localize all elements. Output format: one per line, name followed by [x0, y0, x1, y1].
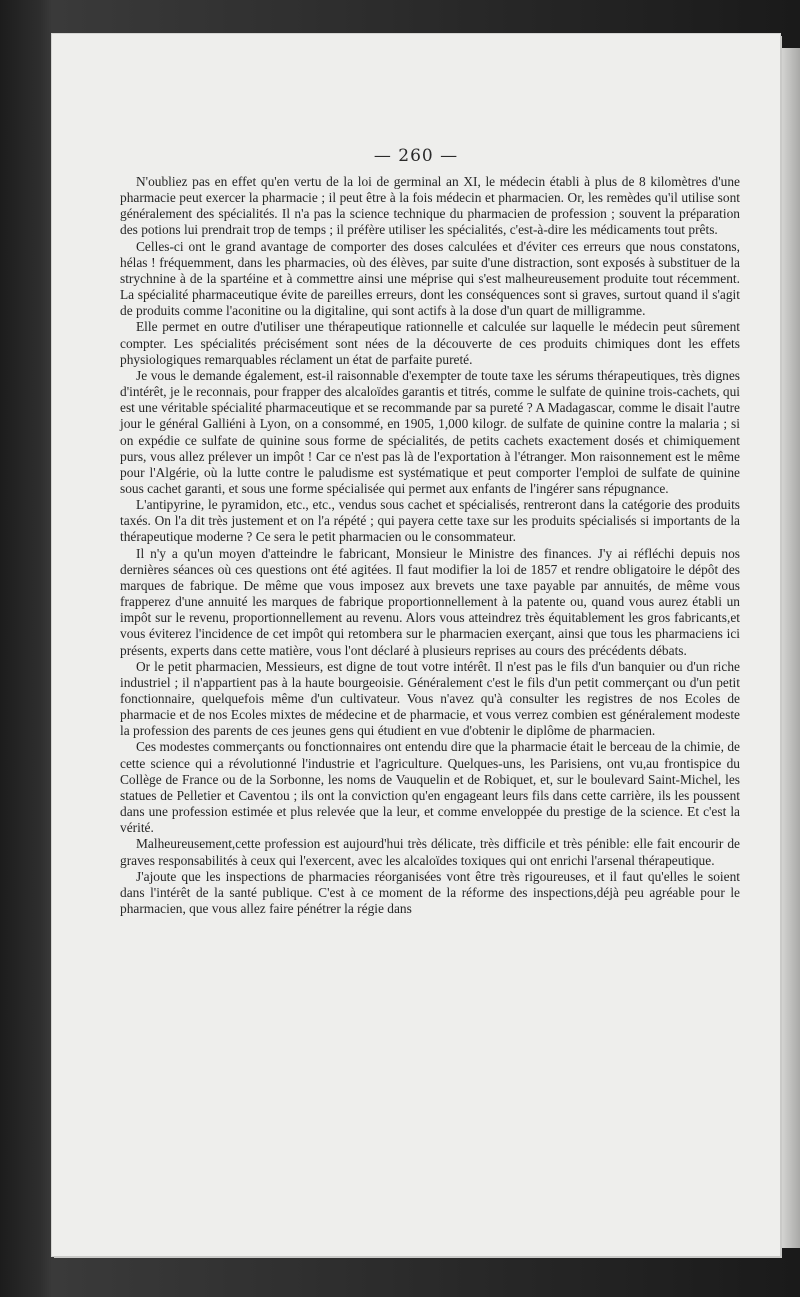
paragraph-5: L'antipyrine, le pyramidon, etc., etc., vendus sous cachet et spécialisés, rentreront dans la catégorie des produits taxés. On l'a dit très justement et on l'a répété ; qui payera cette taxe sur les produits spécialisés si importants de la thérapeutique moderne ? Ce sera le petit pharmacien ou le consommateur. — [120, 497, 740, 545]
paragraph-3: Elle permet en outre d'utiliser une thérapeutique rationnelle et calculée sur laquelle le médecin peut sûrement compter. Les spécialités précisément sont nées de la découverte de ces produits chimiques dont les effets physiologiques remarquables réclament un état de parfaite pureté. — [120, 319, 740, 367]
paragraph-8: Ces modestes commerçants ou fonctionnaires ont entendu dire que la pharmacie était le berceau de la chimie, de cette science qui a révolutionné l'industrie et l'agriculture. Quelques-uns, les Parisiens, ont vu,au frontispice du Collège de France ou de la Sorbonne, les noms de Vauquelin et de Robiquet, et, sur le boulevard Saint-Michel, les statues de Pelletier et Caventou ; ils ont la conviction qu'en engageant leurs fils dans cette carrière, ils les poussent dans une profession estimée et plus relevée que la leur, et comme enveloppée du prestige de la science. Et c'est la vérité. — [120, 739, 740, 836]
paragraph-4: Je vous le demande également, est-il raisonnable d'exempter de toute taxe les sérums thérapeutiques, très dignes d'intérêt, je le reconnais, pour frapper des alcaloïdes garantis et titrés, comme le sulfate de quinine trois-cachets, qui est une véritable spécialité pharmaceutique et se recommande par sa pureté ? A Madagascar, comme le disait l'autre jour le général Galliéni à Lyon, on a consommé, en 1905, 1,000 kilogr. de sulfate de quinine contre la malaria ; si on expédie ce sulfate de quinine sous forme de spécialités, de petits cachets exactement dosés et chimiquement purs, vous allez prélever un impôt ! Car ce n'est pas là de l'exportation à l'étranger. Mon raisonnement est le même pour l'Algérie, où la lutte contre le paludisme est systématique et peut comporter l'emploi de sulfate de quinine sous cachet garanti, et sous une forme spécialisée qui permet aux enfants de l'ingérer sans répugnance. — [120, 367, 741, 496]
paragraph-10: J'ajoute que les inspections de pharmacies réorganisées vont être très rigoureuses, et il faut qu'elles le soient dans l'intérêt de la santé publique. C'est à ce moment de la réforme des inspections,déjà peu agréable pour le pharmacien, que vous allez faire pénétrer la régie dans — [120, 868, 740, 917]
paragraph-9: Malheureusement,cette profession est aujourd'hui très délicate, très difficile et très pénible: elle fait encourir de graves responsabilités à ceux qui l'exercent, avec les alcaloïdes toxiques qui ont enrichi l'arsenal thérapeutique. — [120, 836, 740, 868]
next-page-edge — [780, 48, 800, 1248]
body-text — [120, 174, 740, 917]
page-number: — 260 — — [373, 146, 459, 166]
paragraph-7: Or le petit pharmacien, Messieurs, est digne de tout votre intérêt. Il n'est pas le fils d'un banquier ou d'un riche industriel ; il n'appartient pas à la haute bourgeoisie. Généralement c'est le fils d'un petit commerçant ou d'un petit fonctionnaire, quelquefois même d'un cultivateur. Vous n'avez qu'à consulter les registres de nos Ecoles de pharmacie et de nos Ecoles mixtes de médecine et de pharmacie, et vous verrez combien est généralement modeste la profession des parents de ces jeunes gens qui étudient en vue d'obtenir le diplôme de pharmacien. — [120, 658, 740, 739]
paragraph-6: Il n'y a qu'un moyen d'atteindre le fabricant, Monsieur le Ministre des finances. J'y ai réfléchi depuis nos dernières séances où ces questions ont été agitées. Il faut modifier la loi de 1857 et rendre obligatoire le dépôt des marques de fabrique. De même que vous imposez aux brevets une taxe payable par annuités, de même vous frapperez d'une annuité les marques de fabrique proportionnellement à la patente ou, quand vous aurez établi un impôt sur le revenu, proportionnellement au revenu. Alors vous atteindrez très équitablement les gros fabricants,et vous éviterez l'incidence de cet impôt qui retombera sur le pharmacien exerçant, ainsi que tous les pharmaciens ici présents, experts dans cette matière, vous l'ont déclaré à plusieurs reprises au cours des précédents débats. — [120, 545, 740, 658]
paragraph-1: N'oubliez pas en effet qu'en vertu de la loi de germinal an XI, le médecin établi à plus de 8 kilomètres d'une pharmacie peut exercer la pharmacie ; il peut être à la fois médecin et pharmacien. Or, les remèdes qu'il utilise sont généralement des spécialités. Il n'a pas la science technique du pharmacien de profession ; souvent la préparation des potions lui prendrait trop de temps ; il préfère utiliser les spécialités, c'est-à-dire les médicaments tout prêts. — [120, 174, 740, 238]
paragraph-2: Celles-ci ont le grand avantage de comporter des doses calculées et d'éviter ces erreurs que nous constatons, hélas ! fréquemment, dans les pharmacies, où des élèves, par suite d'une distraction, sont exposés à substituer de la strychnine à de la spartéine et à commettre ainsi une méprise qui s'est malheureusement produite tout récemment. La spécialité pharmaceutique évite de pareilles erreurs, dont les conséquences sont si graves, surtout quand il s'agit de produits comme l'aconitine ou la digitaline, qui sont actifs à la dose d'un quart de milligramme. — [120, 238, 740, 319]
